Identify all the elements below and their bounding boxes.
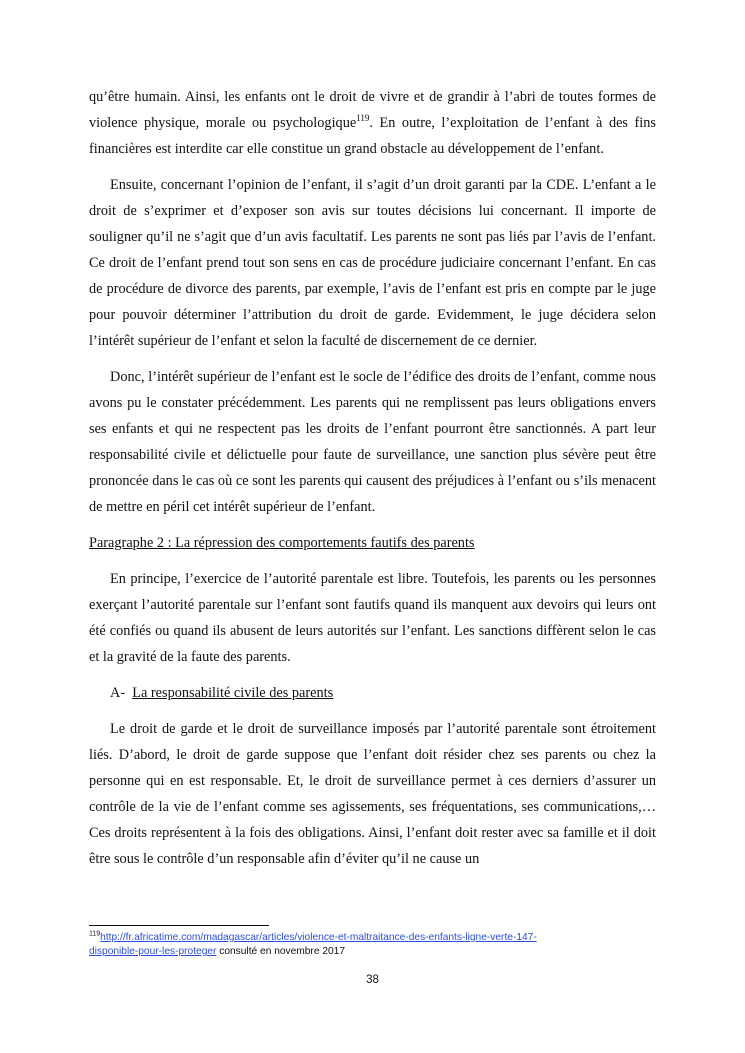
footnote-number: 119 bbox=[89, 930, 101, 938]
subsection-title: La responsabilité civile des parents bbox=[132, 685, 334, 701]
section-heading-text: Paragraphe 2 : La répression des comportements fautifs des parents bbox=[89, 535, 475, 551]
paragraph-5: Le droit de garde et le droit de surveillance imposés par l’autorité parentale sont étroitement liés. D’abord, le droit de garde suppose que l’enfant doit résider chez ses parents ou chez la personne qui en est responsable. Et, le droit de surveillance permet à ces derniers d’assurer un contrôle de la vie de l’enfant comme ses agissements, ses fréquentations, ses communications,… Ces droits représentent à la fois des obligations. Ainsi, l’enfant doit rester avec sa famille et il doit être sous le contrôle d’un responsable afin d’éviter qu’il ne cause un bbox=[89, 721, 656, 867]
paragraph-4: En principe, l’exercice de l’autorité parentale est libre. Toutefois, les parents ou les personnes exerçant l’autorité parentale sur l’enfant sont fautifs quand ils manquent aux devoirs qui leurs ont été confiés ou quand ils abusent de leurs autorités sur l’enfant. Les sanctions diffèrent selon le cas et la gravité de la faute des parents. bbox=[89, 571, 656, 665]
footnote-link-line-1[interactable]: http://fr.africatime.com/madagascar/articles/violence-et-maltraitance-des-enfants-ligne-verte-147- bbox=[100, 932, 537, 943]
section-heading bbox=[89, 530, 656, 556]
paragraph-2: Ensuite, concernant l’opinion de l’enfant, il s’agit d’un droit garanti par la CDE. L’enfant a le droit de s’exprimer et d’exposer son avis sur toutes décisions lui concernant. Il importe de souligner qu’il ne s’agit que d’un avis facultatif. Les parents ne sont pas liés par l’avis de l’enfant. Ce droit de l’enfant prend tout son sens en cas de procédure judiciaire concernant l’enfant. En cas de procédure de divorce des parents, par exemple, l’avis de l’enfant est pris en compte par le juge pour pouvoir déterminer l’attribution du droit de garde. Evidemment, le juge décidera selon l’intérêt supérieur de l’enfant et selon la faculté de discernement de ce dernier. bbox=[89, 177, 656, 349]
body-text bbox=[89, 84, 656, 882]
footnote-suffix: consulté en novembre 2017 bbox=[216, 946, 345, 957]
subsection-prefix: A- bbox=[110, 685, 126, 701]
footnote-divider bbox=[89, 925, 269, 926]
paragraph-1-continuation: . En outre, l’exploitation de l’enfant à des fins financières est interdite car elle constitue un grand obstacle au développement de l’enfant. bbox=[89, 115, 656, 157]
page-number: 38 bbox=[366, 974, 379, 986]
paragraph-1 bbox=[89, 84, 656, 162]
paragraph-3: Donc, l’intérêt supérieur de l’enfant est le socle de l’édifice des droits de l’enfant, comme nous avons pu le constater précédemment. Les parents qui ne remplissent pas leurs obligations envers ses enfants et qui ne respectent pas les droits de l’enfant pourront être sanctionnés. A part leur responsabilité civile et délictuelle pour faute de surveillance, une sanction plus sévère peut être prononcée dans le cas où ce sont les parents qui causent des préjudices à l’enfant ou s’ils menacent de mettre en péril cet intérêt supérieur de l’enfant. bbox=[89, 369, 656, 515]
footnote bbox=[89, 931, 656, 959]
footnote-link-line-2[interactable]: disponible-pour-les-proteger bbox=[89, 946, 217, 957]
subsection-heading bbox=[89, 680, 656, 706]
footnote-reference[interactable]: 119 bbox=[356, 113, 370, 124]
paragraph-1-text: qu’être humain. Ainsi, les enfants ont le droit de vivre et de grandir à l’abri de toutes formes de violence physique, morale ou psychologique bbox=[89, 89, 656, 131]
